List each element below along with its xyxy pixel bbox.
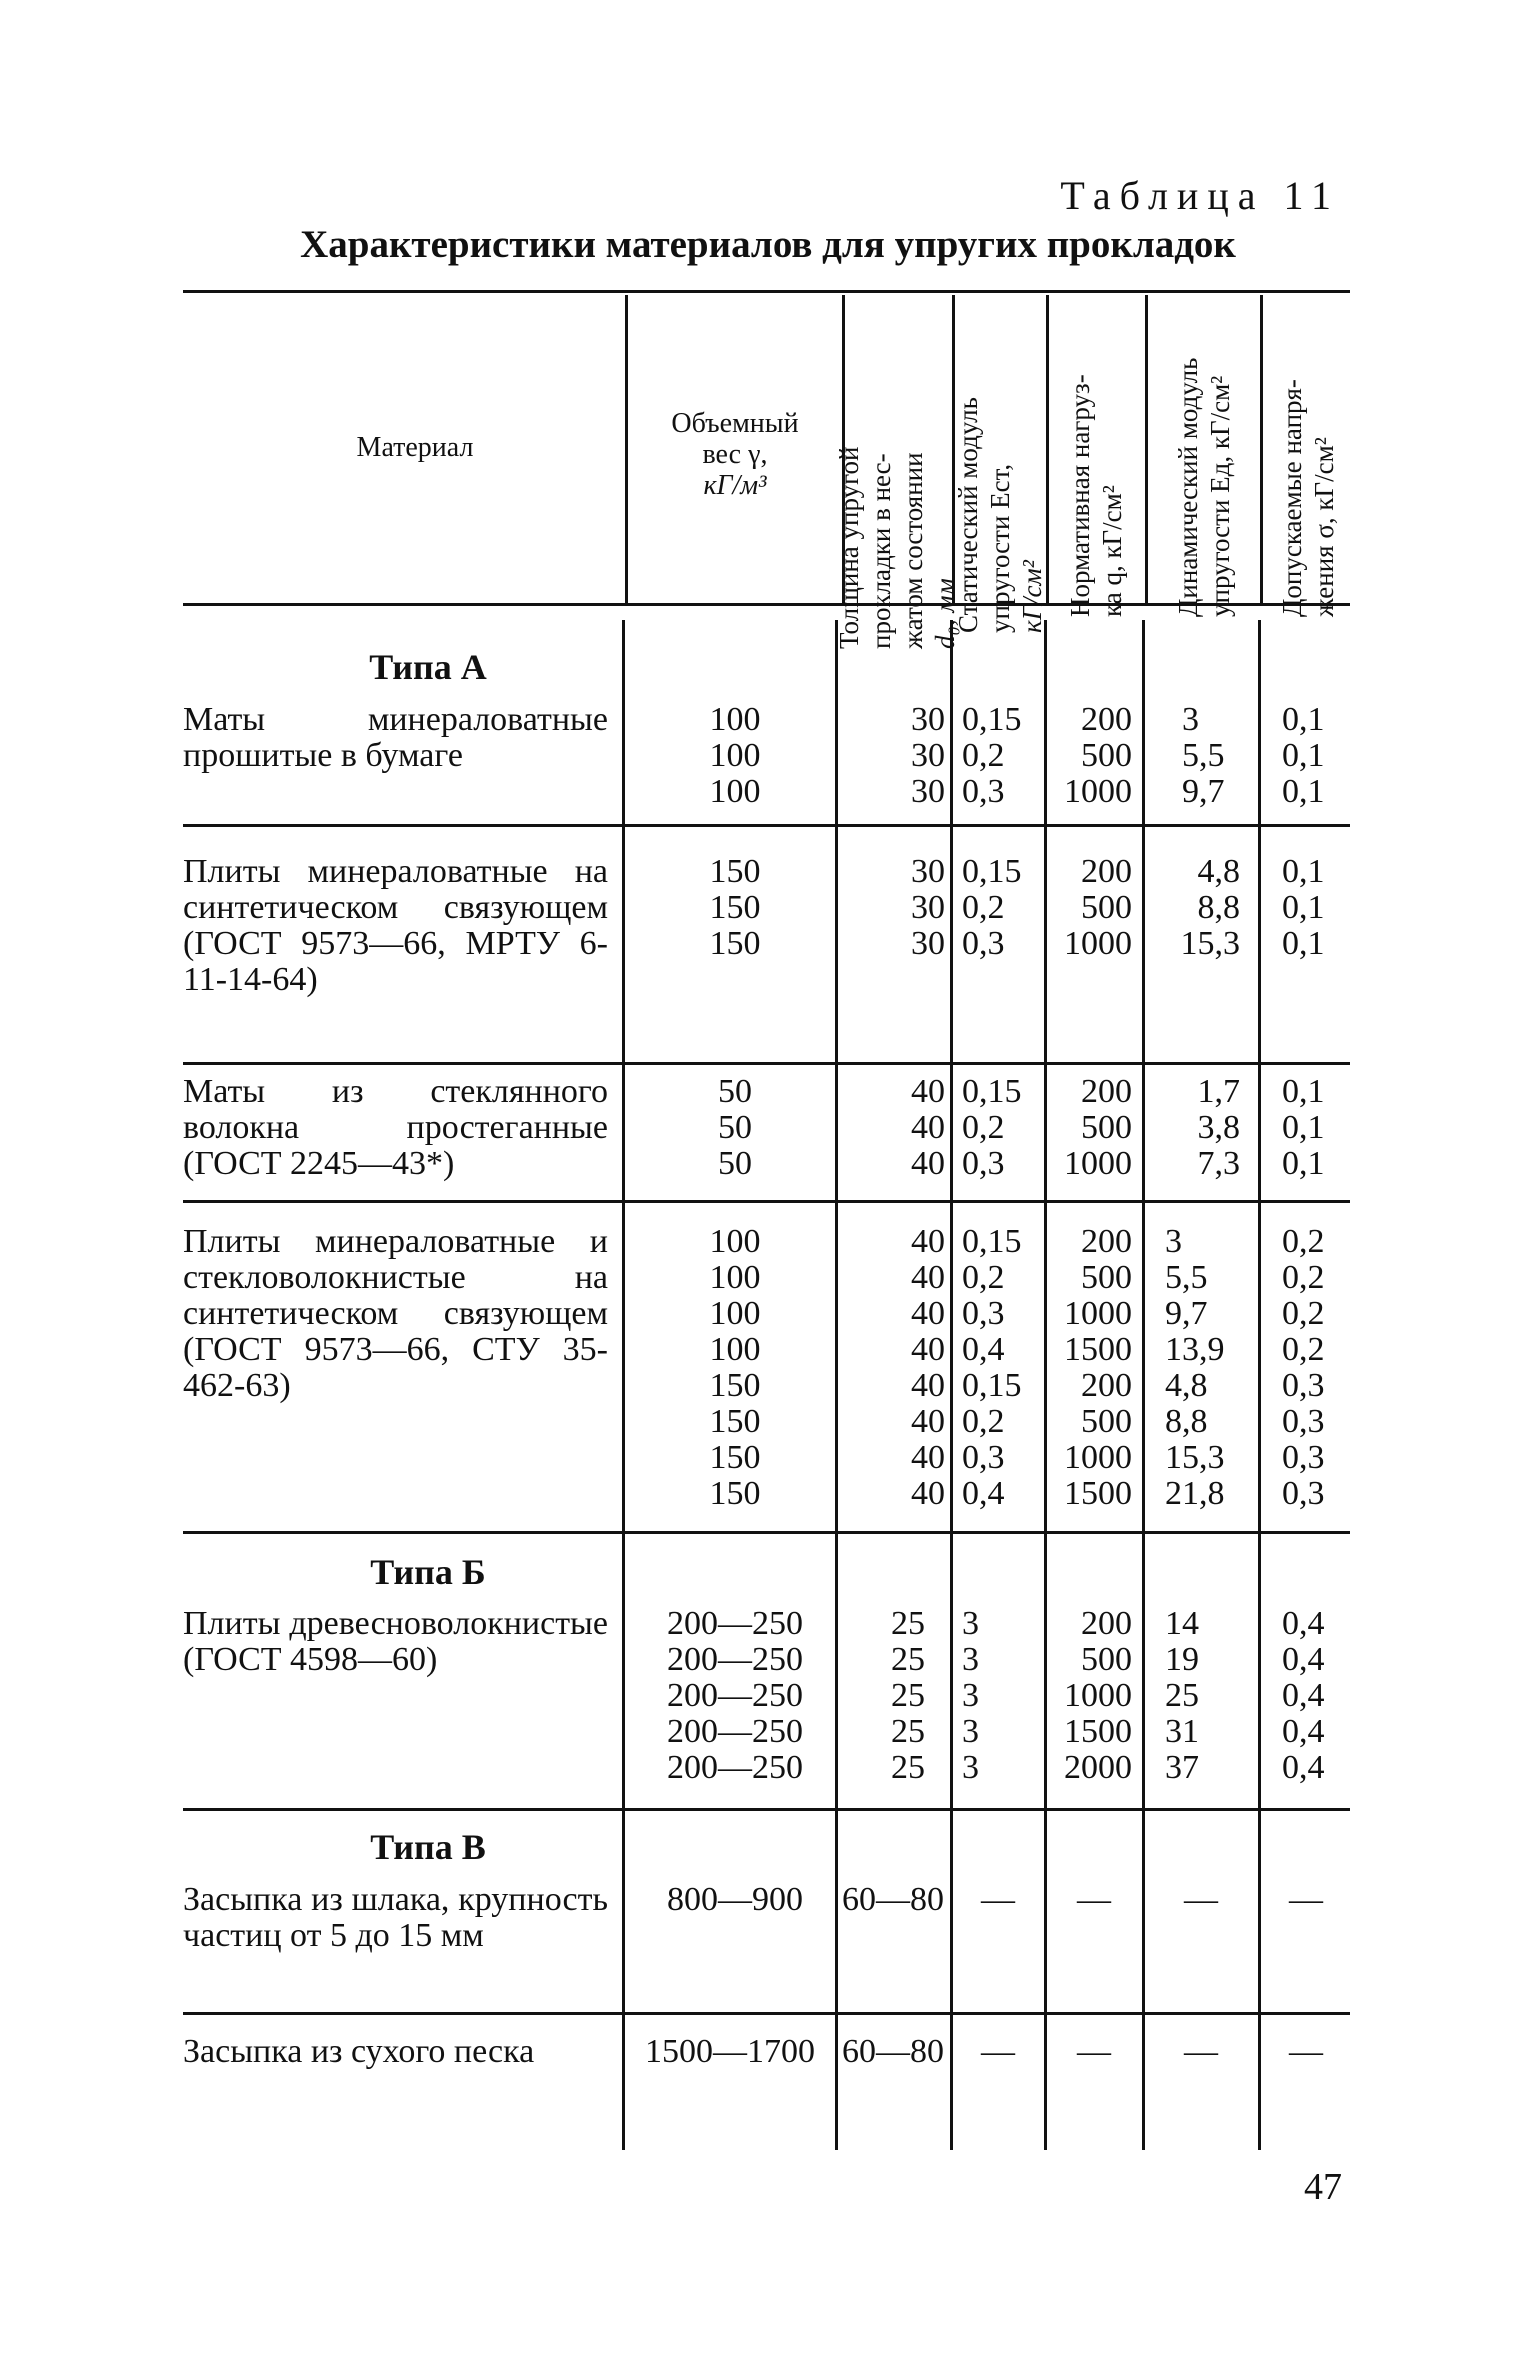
header-thickness-line: жатом состоянии: [898, 452, 928, 649]
stress-cell: 0,1 0,1 0,1: [1282, 853, 1325, 962]
load-cell: 200 500 1000 1500 200 500 1000 1500: [1064, 1223, 1132, 1512]
stress-cell: 0,1 0,1 0,1: [1282, 1073, 1325, 1182]
density-cell: 1500—1700: [645, 2033, 815, 2070]
stress-cell: 0,4 0,4 0,4 0,4 0,4: [1282, 1605, 1325, 1786]
load-cell: 200 500 1000: [1064, 853, 1132, 962]
header-stress-line: жения σ, кГ/см²: [1309, 437, 1339, 617]
density-cell: 200—250 200—250 200—250 200—250 200—250: [667, 1605, 803, 1786]
density-cell: 100 100 100: [709, 701, 761, 810]
column-divider: [1258, 620, 1261, 2150]
row-divider: [183, 1531, 1350, 1534]
static-modulus-cell: 0,15 0,2 0,3: [962, 853, 1022, 962]
header-thickness: [834, 300, 960, 649]
row-divider: [183, 2012, 1350, 2015]
table-top-rule: [183, 290, 1350, 293]
dynamic-modulus-cell: 14 19 25 31 37: [1165, 1605, 1199, 1786]
static-modulus-cell: 0,15 0,2 0,3: [962, 701, 1022, 810]
group-heading-v: Типа В: [370, 1827, 486, 1867]
thickness-cell: 60—80: [842, 1881, 944, 1918]
stress-cell: —: [1289, 2033, 1323, 2070]
load-cell: 200 500 1000: [1064, 1073, 1132, 1182]
header-normative-load: [1051, 300, 1141, 617]
header-static-modulus: [953, 300, 1047, 633]
header-dynamic-line: упругости Eд, кГ/см²: [1205, 375, 1235, 617]
page-number: 47: [1304, 2166, 1342, 2208]
header-material: Материал: [356, 432, 474, 463]
row-divider: [183, 1808, 1350, 1811]
column-divider: [1142, 620, 1145, 2150]
stress-cell: 0,1 0,1 0,1: [1282, 701, 1325, 810]
header-allowable-stress: [1265, 300, 1350, 617]
header-dynamic-modulus: [1150, 300, 1258, 617]
row-divider: [183, 824, 1350, 827]
row-divider: [183, 1200, 1350, 1203]
material-cell: Плиты минераловатные и стекловолокнистые на синтетическом связующем (ГОСТ 9573—66, СТУ 35-462-63): [183, 1223, 608, 1404]
header-thickness-line: d₀, мм: [930, 578, 960, 649]
load-cell: —: [1077, 1881, 1111, 1918]
header-thickness-line: Толщина упругой: [834, 446, 864, 649]
header-dynamic-line: Динамический модуль: [1173, 357, 1203, 617]
column-divider: [1145, 295, 1148, 603]
thickness-cell: 40 40 40: [911, 1073, 945, 1182]
thickness-cell: 25 25 25 25 25: [891, 1605, 925, 1786]
header-density-line: кГ/м³: [703, 470, 767, 501]
column-divider: [625, 295, 628, 603]
thickness-cell: 60—80: [842, 2033, 944, 2070]
header-thickness-line: прокладки в нес-: [866, 453, 896, 649]
material-cell: Плиты древесноволокнистые (ГОСТ 4598—60): [183, 1605, 608, 1678]
group-heading-b: Типа Б: [370, 1552, 486, 1592]
thickness-cell: 30 30 30: [911, 701, 945, 810]
dynamic-modulus-cell: —: [1184, 2033, 1218, 2070]
dynamic-modulus-cell: —: [1184, 1881, 1218, 1918]
density-cell: 800—900: [667, 1881, 803, 1918]
stress-cell: —: [1289, 1881, 1323, 1918]
static-modulus-cell: 3 3 3 3 3: [962, 1605, 979, 1786]
header-density-line: Объемный: [671, 408, 799, 439]
column-divider: [950, 620, 953, 2150]
material-cell: Маты из стеклянного волокна простеганные (ГОСТ 2245—43*): [183, 1073, 608, 1182]
static-modulus-cell: —: [981, 1881, 1015, 1918]
load-cell: 200 500 1000: [1064, 701, 1132, 810]
dynamic-modulus-cell: 3 5,5 9,7 13,9 4,8 8,8 15,3 21,8: [1165, 1223, 1225, 1512]
density-cell: 50 50 50: [718, 1073, 752, 1182]
dynamic-modulus-cell: 4,8 8,8 15,3: [1180, 853, 1240, 962]
table-label: Таблица 11: [1060, 173, 1340, 218]
column-divider: [1260, 295, 1263, 603]
table-title: Характеристики материалов для упругих прокладок: [300, 223, 1236, 266]
header-static-line: кГ/см²: [1017, 560, 1047, 633]
header-density-line: вес γ,: [702, 439, 768, 470]
header-load-line: Нормативная нагруз-: [1065, 374, 1095, 617]
density-cell: 150 150 150: [709, 853, 761, 962]
header-load-line: ка q, кГ/см²: [1097, 485, 1127, 617]
material-cell: Засыпка из шлака, крупность частиц от 5 до 15 мм: [183, 1881, 608, 1954]
static-modulus-cell: 0,15 0,2 0,3: [962, 1073, 1022, 1182]
row-divider: [183, 1062, 1350, 1065]
thickness-cell: 40 40 40 40 40 40 40 40: [911, 1223, 945, 1512]
material-cell: Маты минераловатные прошитые в бумаге: [183, 701, 608, 774]
dynamic-modulus-cell: 3 5,5 9,7: [1182, 701, 1225, 810]
header-stress-line: Допускаемые напря-: [1277, 379, 1307, 617]
header-static-line: упругости Eст,: [985, 463, 1015, 633]
column-divider: [835, 620, 838, 2150]
stress-cell: 0,2 0,2 0,2 0,2 0,3 0,3 0,3 0,3: [1282, 1223, 1325, 1512]
header-static-line: Статический модуль: [953, 397, 983, 633]
load-cell: 200 500 1000 1500 2000: [1064, 1605, 1132, 1786]
load-cell: —: [1077, 2033, 1111, 2070]
column-divider: [622, 620, 625, 2150]
material-cell: Плиты минераловатные на синтетическом связующем (ГОСТ 9573—66, МРТУ 6-11-14-64): [183, 853, 608, 998]
thickness-cell: 30 30 30: [911, 853, 945, 962]
material-cell: Засыпка из сухого песка: [183, 2033, 535, 2070]
group-heading-a: Типа А: [369, 647, 487, 687]
density-cell: 100 100 100 100 150 150 150 150: [709, 1223, 761, 1512]
dynamic-modulus-cell: 1,7 3,8 7,3: [1197, 1073, 1240, 1182]
column-divider: [1044, 620, 1047, 2150]
static-modulus-cell: 0,15 0,2 0,3 0,4 0,15 0,2 0,3 0,4: [962, 1223, 1022, 1512]
header-density: [640, 408, 830, 501]
static-modulus-cell: —: [981, 2033, 1015, 2070]
